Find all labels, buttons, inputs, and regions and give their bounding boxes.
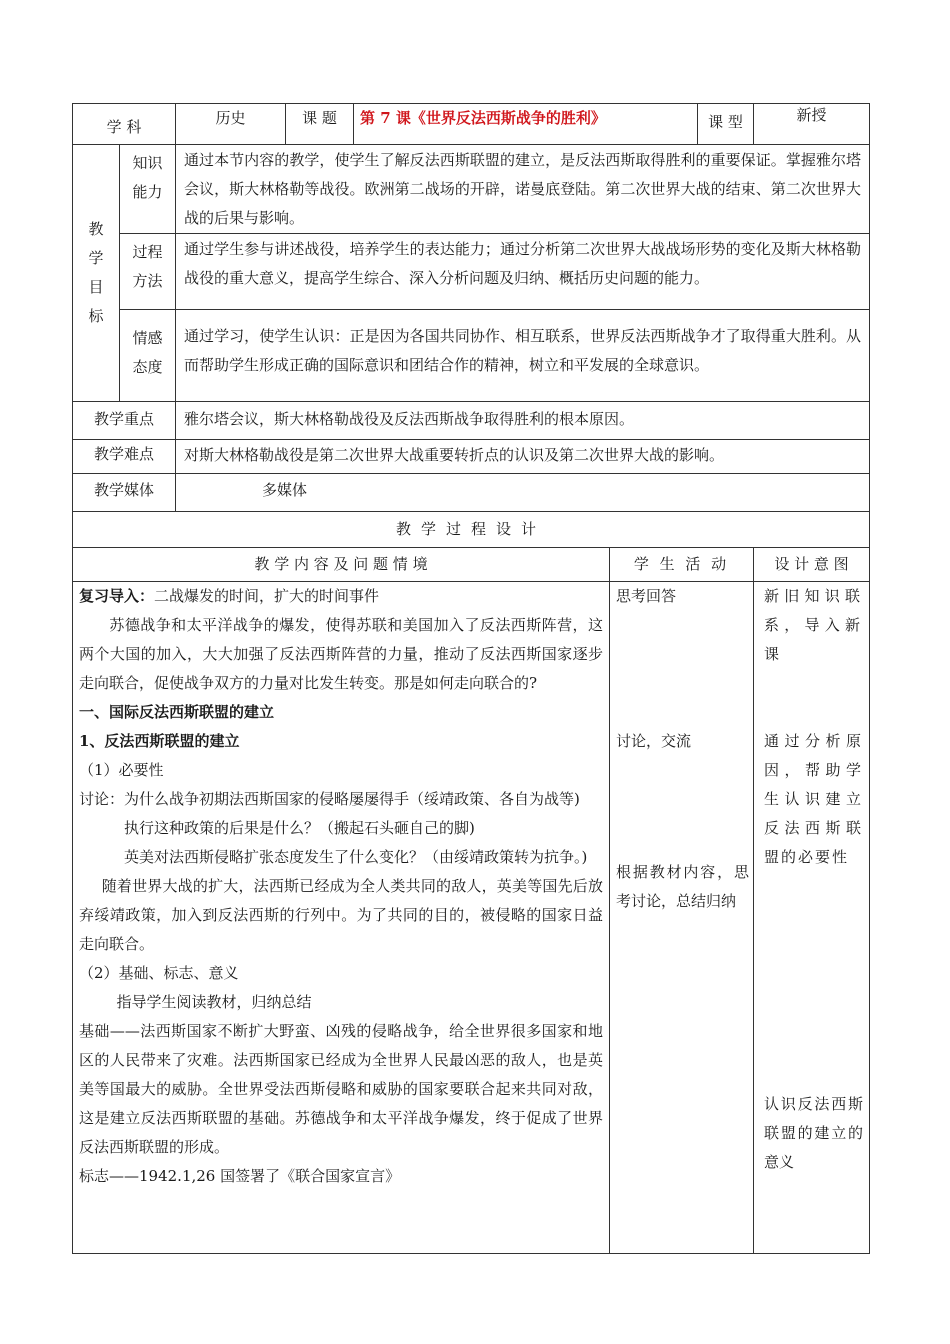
goal-label-char: 标 bbox=[88, 307, 104, 325]
intent-necessity: 通过分析原因，帮助学生认识建立反法西斯联盟的必要性 bbox=[764, 732, 864, 866]
section-heading-1: 一、国际反法西斯联盟的建立 bbox=[79, 703, 275, 721]
paragraph-alliance bbox=[79, 872, 603, 959]
media-row bbox=[73, 474, 870, 512]
question-attitude-text: 英美对法西斯侵略扩张态度发生了什么变化？（由绥靖政策转为抗争。) bbox=[124, 848, 588, 866]
goal-label-line: 方法 bbox=[132, 272, 163, 290]
goal-text-knowledge: 通过本节内容的教学，使学生了解反法西斯联盟的建立，是反法西斯取得胜利的重要保证。掌握雅尔塔会议，斯大林格勒等战役。欧洲第二战场的开辟，诺曼底登陆。第二次世界大战的结束、第二次世界大战的后果与影响。 bbox=[176, 145, 870, 234]
guide-line: 指导学生阅读教材，归纳总结 bbox=[116, 993, 312, 1011]
basis-paragraph: 基础——法西斯国家不断扩大野蛮、凶残的侵略战争，给全世界很多国家和地区的人民带来了灾难。法西斯国家已经成为全世界人民最凶恶的敌人，也是英美等国最大的威胁。全世界受法西斯侵略和威胁的国家要联合起来共同对敌，这是建立反法西斯联盟的基础。苏德战争和太平洋战争爆发，终于促成了世界反法西斯联盟的形成。 bbox=[79, 1022, 603, 1156]
process-header-row bbox=[73, 548, 870, 582]
process-intent-cell bbox=[754, 582, 870, 1254]
sign-line: 标志——1942.1,26 国签署了《联合国家宣言》 bbox=[79, 1167, 401, 1185]
teaching-goals-label bbox=[73, 145, 120, 402]
type-value: 新授 bbox=[754, 104, 870, 145]
goal-text-attitude: 通过学习，使学生认识：正是因为各国共同协作、相互联系，世界反法西斯战争才了取得重大胜利。从而帮助学生形成正确的国际意识和团结合作的精神，树立和平发展的全球意识。 bbox=[176, 310, 870, 402]
type-label: 课 型 bbox=[698, 104, 754, 145]
activity-summarize: 根据教材内容，思考讨论，总结归纳 bbox=[616, 863, 750, 910]
difficulty-text: 对斯大林格勒战役是第二次世界大战重要转折点的认识及第二次世界大战的影响。 bbox=[176, 440, 870, 474]
topic-label: 课 题 bbox=[286, 104, 354, 145]
goal-label-process bbox=[120, 234, 176, 310]
intro-label: 复习导入： bbox=[79, 587, 155, 605]
goal-label-char: 学 bbox=[88, 249, 104, 267]
paragraph-alliance-text: 随着世界大战的扩大，法西斯已经成为全人类共同的敌人，英美等国先后放弃绥靖政策，加入到反法西斯的行列中。为了共同的目的，被侵略的国家日益走向联合。 bbox=[79, 877, 603, 953]
discussion-question: 讨论：为什么战争初期法西斯国家的侵略屡屡得手（绥靖政策、各自为战等) bbox=[79, 790, 580, 808]
goal-label-char: 目 bbox=[88, 278, 104, 296]
subject-value: 历史 bbox=[176, 104, 286, 145]
intent-significance: 认识反法西斯联盟的建立的意义 bbox=[764, 1095, 864, 1171]
subsection-basis: （2）基础、标志、意义 bbox=[79, 964, 239, 982]
question-consequence: 执行这种政策的后果是什么？（搬起石头砸自己的脚) bbox=[124, 819, 475, 837]
key-point-row bbox=[73, 402, 870, 440]
goal-label-char: 教 bbox=[88, 220, 104, 238]
difficulty-label: 教学难点 bbox=[73, 440, 176, 474]
col-intent-header: 设 计 意 图 bbox=[754, 548, 870, 582]
intro-text: 二战爆发的时间，扩大的时间事件 bbox=[154, 587, 380, 605]
difficulty-row bbox=[73, 440, 870, 474]
goal-label-line: 知识 bbox=[132, 154, 163, 172]
lesson-plan-table bbox=[72, 103, 870, 1254]
header-row bbox=[73, 104, 870, 145]
process-body-row bbox=[73, 582, 870, 1254]
key-point-text: 雅尔塔会议，斯大林格勒战役及反法西斯战争取得胜利的根本原因。 bbox=[176, 402, 870, 440]
key-point-label: 教学重点 bbox=[73, 402, 176, 440]
section-heading-2: 1、反法西斯联盟的建立 bbox=[79, 732, 240, 750]
goal-row-attitude bbox=[73, 310, 870, 402]
col-content-header: 教 学 内 容 及 问 题 情 境 bbox=[73, 548, 610, 582]
media-text: 多媒体 bbox=[176, 474, 870, 512]
col-activity-header: 学 生 活 动 bbox=[610, 548, 754, 582]
intro-paragraph bbox=[79, 611, 603, 698]
process-activity-cell bbox=[610, 582, 754, 1254]
goal-label-line: 情感 bbox=[132, 329, 163, 347]
goal-label-knowledge bbox=[120, 145, 176, 234]
intro-line bbox=[79, 582, 603, 611]
goal-label-attitude bbox=[120, 310, 176, 402]
goal-text-process: 通过学生参与讲述战役，培养学生的表达能力；通过分析第二次世界大战战场形势的变化及斯大林格勒战役的重大意义，提高学生综合、深入分析问题及归纳、概括历史问题的能力。 bbox=[176, 234, 870, 310]
goal-label-line: 过程 bbox=[132, 243, 163, 261]
goal-label-line: 能力 bbox=[132, 183, 163, 201]
activity-think-answer: 思考回答 bbox=[616, 587, 677, 605]
subject-label: 学 科 bbox=[73, 104, 176, 145]
topic-value: 第 7 课《世界反法西斯战争的胜利》 bbox=[354, 104, 698, 145]
media-label: 教学媒体 bbox=[73, 474, 176, 512]
process-content-cell bbox=[73, 582, 610, 1254]
activity-discuss: 讨论，交流 bbox=[616, 732, 692, 750]
subsection-necessity: （1）必要性 bbox=[79, 761, 164, 779]
goal-label-line: 态度 bbox=[132, 358, 163, 376]
goal-row-knowledge bbox=[73, 145, 870, 234]
question-attitude-change bbox=[79, 843, 603, 872]
process-title: 教学过程设计 bbox=[73, 512, 870, 548]
intro-paragraph-text: 苏德战争和太平洋战争的爆发，使得苏联和美国加入了反法西斯阵营，这两个大国的加入，大大加强了反法西斯阵营的力量，推动了反法西斯国家逐步走向联合，促使战争双方的力量对比发生转变。那是如何走向联合的? bbox=[79, 616, 603, 692]
intent-review: 新旧知识联系，导入新课 bbox=[764, 587, 864, 663]
goal-row-process bbox=[73, 234, 870, 310]
process-title-row bbox=[73, 512, 870, 548]
